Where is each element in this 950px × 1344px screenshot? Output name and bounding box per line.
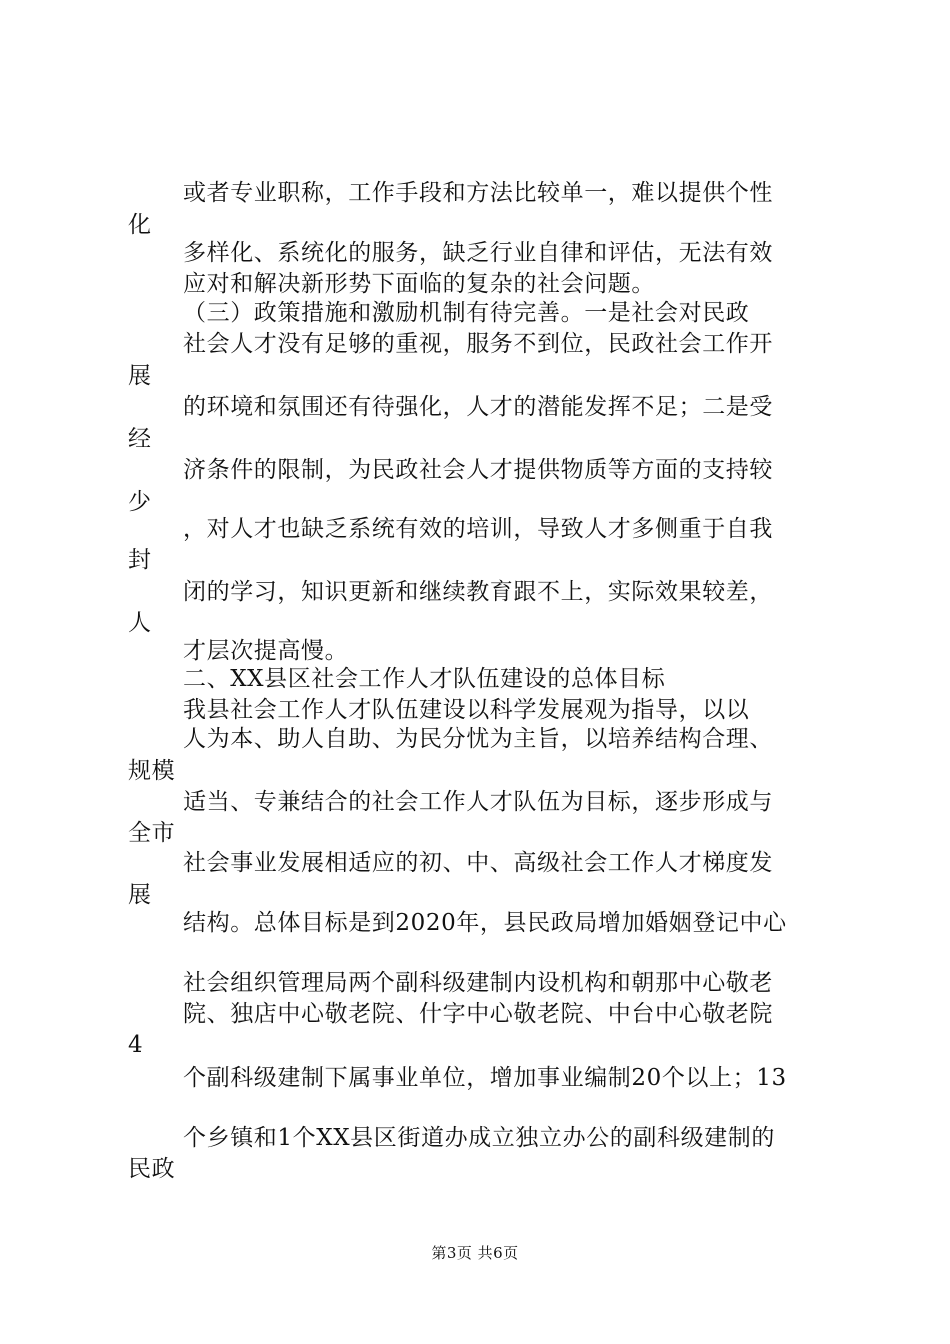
body-line-14: 闭的学习，知识更新和继续教育跟不上，实际效果较差， <box>183 579 773 605</box>
body-line-26: 社会组织管理局两个副科级建制内设机构和朝那中心敬老 <box>183 970 773 996</box>
body-line-12: ，对人才也缺乏系统有效的培训，导致人才多侧重于自我 <box>183 516 773 542</box>
body-line-19: 人为本、助人自助、为民分忧为主旨，以培养结构合理、 <box>183 726 773 752</box>
body-line-8: 的环境和氛围还有待强化，人才的潜能发挥不足；二是受 <box>183 394 773 420</box>
body-line-24: 展 <box>128 882 152 908</box>
body-line-13: 封 <box>128 547 152 573</box>
body-line-11: 少 <box>128 489 152 515</box>
body-line-27: 院、独店中心敬老院、什字中心敬老院、中台中心敬老院 <box>183 1001 773 1027</box>
body-line-29: 个副科级建制下属事业单位，增加事业编制20个以上；13 <box>183 1065 787 1091</box>
body-line-10: 济条件的限制，为民政社会人才提供物质等方面的支持较 <box>183 457 773 483</box>
body-line-30: 个乡镇和1个XX县区街道办成立独立办公的副科级建制的 <box>183 1125 775 1151</box>
body-line-23: 社会事业发展相适应的初、中、高级社会工作人才梯度发 <box>183 850 773 876</box>
body-line-20: 规模 <box>128 758 176 784</box>
body-line-9: 经 <box>128 426 152 452</box>
body-line-31: 民政 <box>128 1156 176 1182</box>
body-line-28: 4 <box>128 1032 144 1058</box>
body-line-18: 我县社会工作人才队伍建设以科学发展观为指导，以以 <box>183 697 750 723</box>
body-line-4: 应对和解决新形势下面临的复杂的社会问题。 <box>183 271 655 297</box>
page-number-footer: 第3页 共6页 <box>431 1244 519 1262</box>
body-line-5: （三）政策措施和激励机制有待完善。一是社会对民政 <box>183 300 750 326</box>
body-line-21: 适当、专兼结合的社会工作人才队伍为目标，逐步形成与 <box>183 789 773 815</box>
body-line-3: 多样化、系统化的服务，缺乏行业自律和评估，无法有效 <box>183 240 773 266</box>
body-line-2: 化 <box>128 212 152 238</box>
body-line-25: 结构。总体目标是到2020年，县民政局增加婚姻登记中心 <box>183 910 787 936</box>
body-line-6: 社会人才没有足够的重视，服务不到位，民政社会工作开 <box>183 331 773 357</box>
body-line-15: 人 <box>128 610 152 636</box>
body-line-7: 展 <box>128 363 152 389</box>
body-line-1: 或者专业职称，工作手段和方法比较单一，难以提供个性 <box>183 180 773 206</box>
body-line-16: 才层次提高慢。 <box>183 638 349 664</box>
body-line-22: 全市 <box>128 820 176 846</box>
section-heading: 二、XX县区社会工作人才队伍建设的总体目标 <box>183 666 666 692</box>
